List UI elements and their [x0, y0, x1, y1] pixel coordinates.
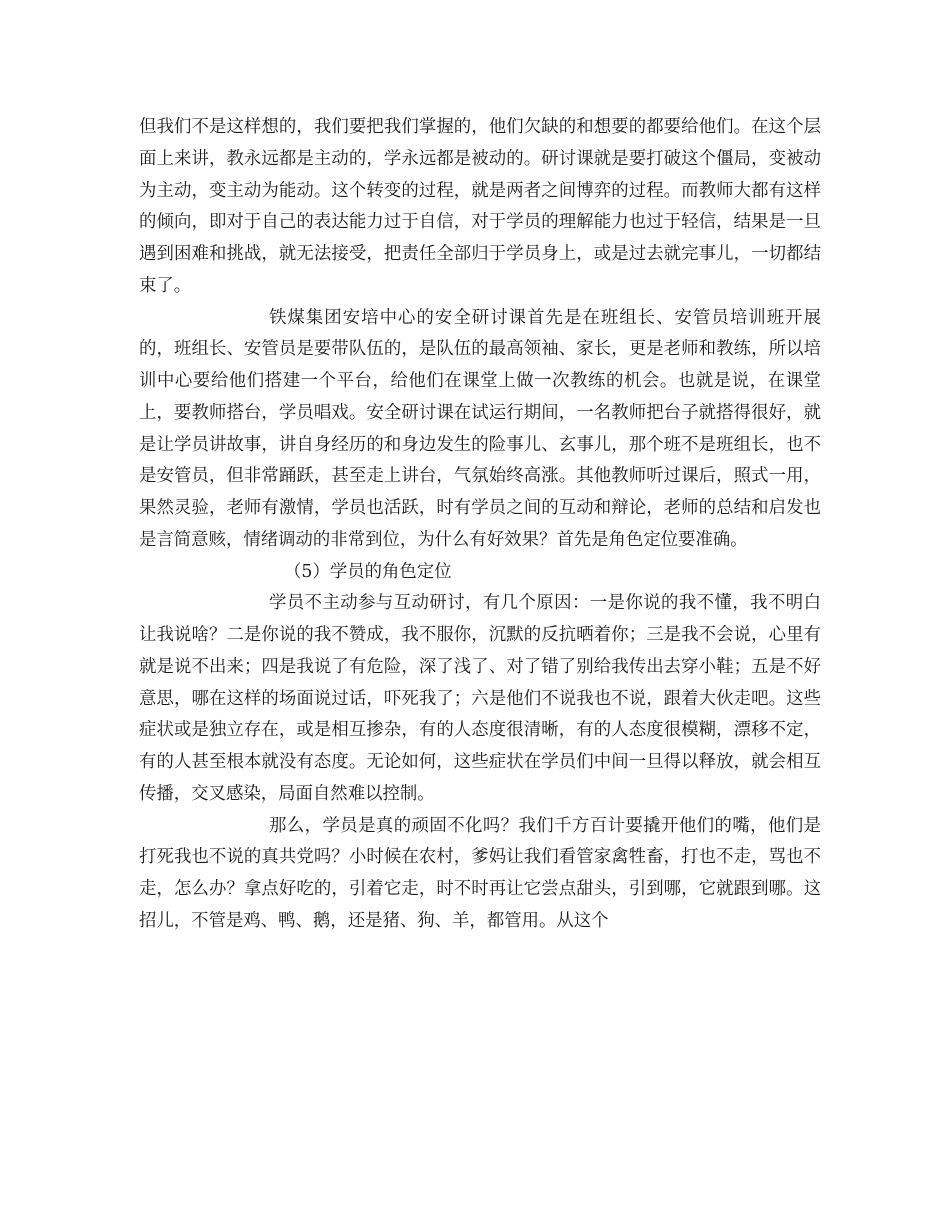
- paragraph: 铁煤集团安培中心的安全研讨课首先是在班组长、安管员培训班开展的，班组长、安管员是要带队伍的，是队伍的最高领袖、家长，更是老师和教练，所以培训中心要给他们搭建一个平台，给他们在课堂上做一次教练的机会。也就是说，在课堂上，要教师搭台，学员唱戏。安全研讨课在试运行期间，一名教师把台子就搭得很好，就是让学员讲故事，讲自身经历的和身边发生的险事儿、玄事儿，那个班不是班组长，也不是安管员，但非常踊跃，甚至走上讲台，气氛始终高涨。其他教师听过课后，照式一用，果然灵验，老师有激情，学员也活跃，时有学员之间的互动和辩论，老师的总结和启发也是言简意赅，情绪调动的非常到位，为什么有好效果？首先是角色定位要准确。: [139, 307, 821, 550]
- paragraph: 学员不主动参与互动研讨，有几个原因：一是你说的我不懂，我不明白让我说啥？二是你说的我不赞成，我不服你，沉默的反抗晒着你；三是我不会说，心里有就是说不出来；四是我说了有危险，深了浅了、对了错了别给我传出去穿小鞋；五是不好意思，哪在这样的场面说过话，吓死我了；六是他们不说我也不说，跟着大伙走吧。这些症状或是独立存在，或是相互掺杂，有的人态度很清晰，有的人态度很模糊，漂移不定，有的人甚至根本就没有态度。无论如何，这些症状在学员们中间一旦得以释放，就会相互传播，交叉感染，局面自然难以控制。: [139, 593, 821, 804]
- document-body: [139, 112, 821, 938]
- paragraph: 但我们不是这样想的，我们要把我们掌握的，他们欠缺的和想要的都要给他们。在这个层面上来讲，教永远都是主动的，学永远都是被动的。研讨课就是要打破这个僵局，变被动为主动，变主动为能动。这个转变的过程，就是两者之间博弈的过程。而教师大都有这样的倾向，即对于自己的表达能力过于自信，对于学员的理解能力也过于轻信，结果是一旦遇到困难和挑战，就无法接受，把责任全部归于学员身上，或是过去就完事儿，一切都结束了。: [139, 117, 821, 296]
- paragraph: 那么，学员是真的顽固不化吗？我们千方百计要撬开他们的嘴，他们是打死我也不说的真共党吗？小时候在农村，爹妈让我们看管家禽牲畜，打也不走，骂也不走，怎么办？拿点好吃的，引着它走，时不时再让它尝点甜头，引到哪，它就跟到哪。这招儿，不管是鸡、鸭、鹅，还是猪、狗、羊，都管用。从这个: [139, 815, 821, 931]
- section-heading: （5）学员的角色定位: [284, 561, 452, 582]
